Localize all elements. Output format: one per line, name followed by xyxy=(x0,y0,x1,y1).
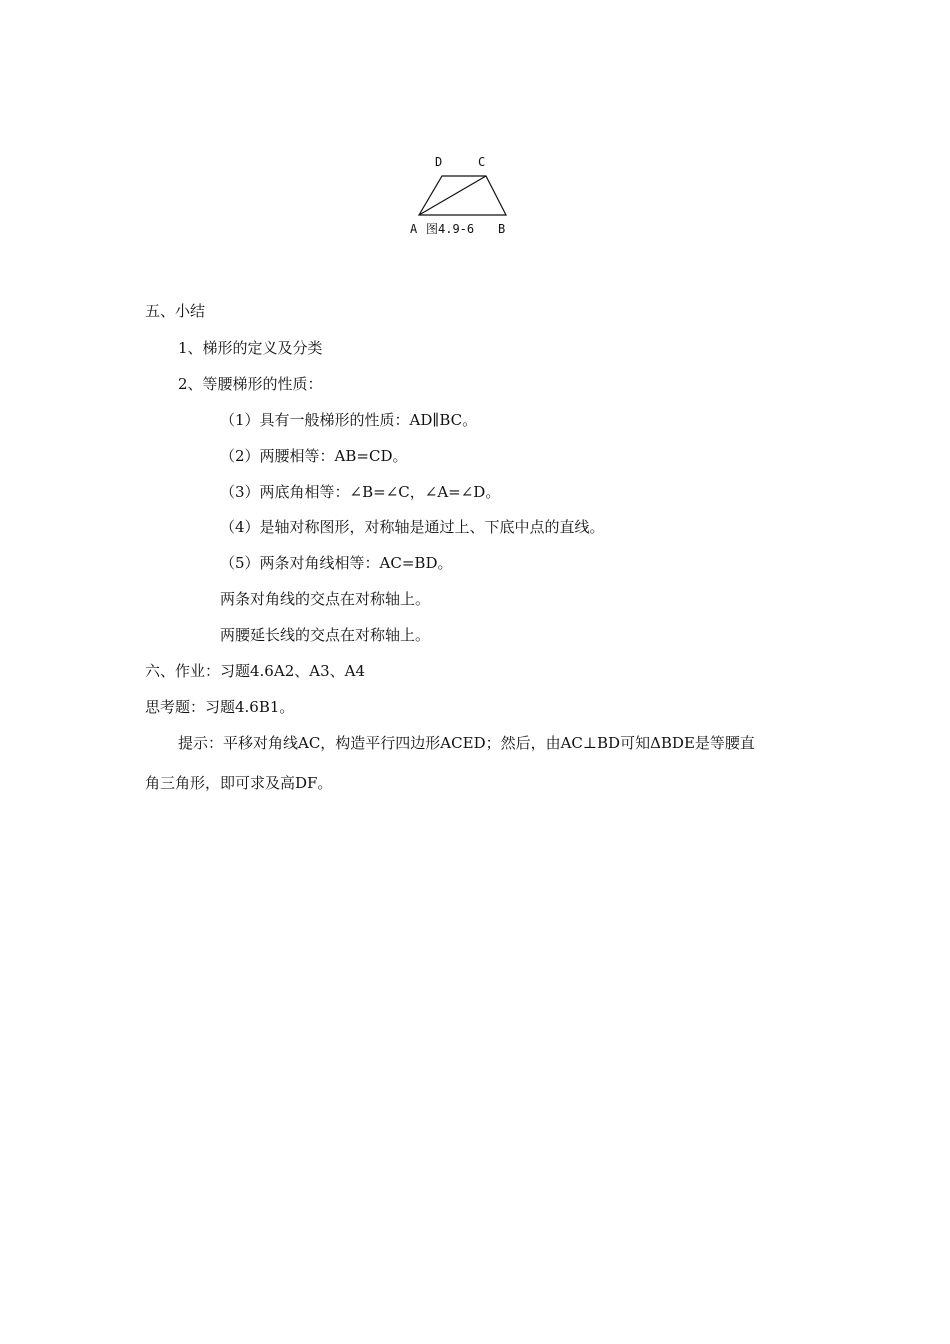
trapezoid-figure xyxy=(400,150,530,245)
note-legs-intersection: 两腰延长线的交点在对称轴上。 xyxy=(220,626,431,644)
note-diagonal-intersection: 两条对角线的交点在对称轴上。 xyxy=(220,590,431,608)
trapezoid-outline xyxy=(419,176,506,215)
label-d: D xyxy=(435,155,443,169)
label-c: C xyxy=(478,155,486,169)
diagonal-ac xyxy=(419,176,486,215)
summary-item-2: 2、等腰梯形的性质： xyxy=(178,375,323,393)
think-question: 思考题：习题4.6B1。 xyxy=(145,698,295,716)
property-4: （4）是轴对称图形，对称轴是通过上、下底中点的直线。 xyxy=(220,518,605,536)
label-b: B xyxy=(498,222,506,236)
hint-line-2: 角三角形，即可求及高DF。 xyxy=(145,774,333,792)
homework-line: 六、作业：习题4.6A2、A3、A4 xyxy=(145,662,365,680)
property-2: （2）两腰相等：AB=CD。 xyxy=(220,447,408,465)
property-1: （1）具有一般梯形的性质：AD∥BC。 xyxy=(220,411,478,429)
property-5: （5）两条对角线相等：AC=BD。 xyxy=(220,554,453,572)
trapezoid-diagram xyxy=(400,150,530,245)
summary-item-1: 1、梯形的定义及分类 xyxy=(178,339,323,357)
property-3: （3）两底角相等：∠B=∠C，∠A=∠D。 xyxy=(220,483,501,501)
figure-caption: 图4.9-6 xyxy=(426,222,475,236)
summary-heading: 五、小结 xyxy=(145,302,206,320)
hint-line-1: 提示：平移对角线AC，构造平行四边形ACED；然后，由AC⊥BD可知ΔBDE是等腰直 xyxy=(178,734,755,752)
label-a: A xyxy=(410,222,418,236)
